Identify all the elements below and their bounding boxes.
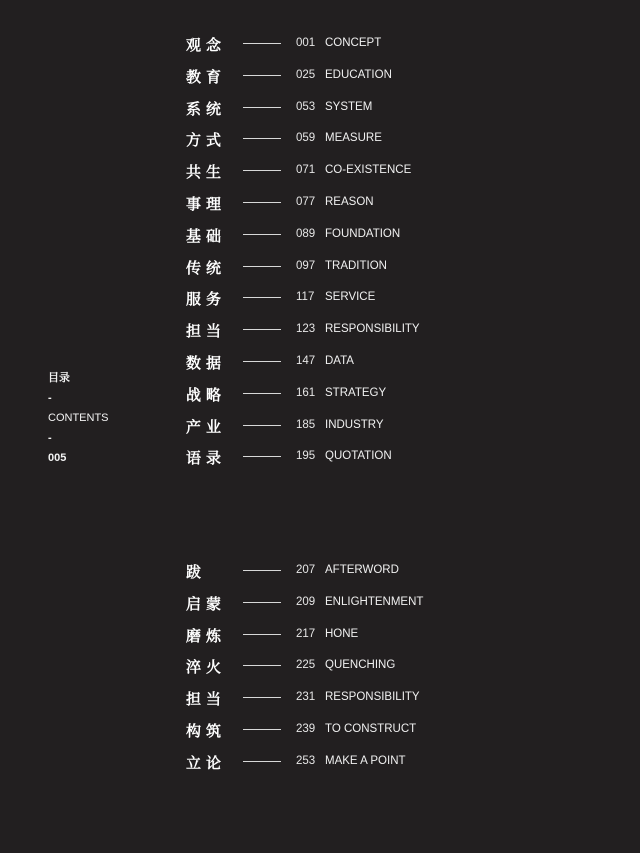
toc-entry[interactable] (186, 559, 399, 583)
toc-entry-page-number: 071 (296, 164, 316, 176)
toc-entry-english-title: REASON (325, 196, 374, 208)
toc-entry-page-number: 053 (296, 101, 316, 113)
toc-leader-line (243, 634, 281, 635)
toc-entry-chinese-title: 系统 (186, 99, 227, 118)
toc-leader-line (243, 393, 281, 394)
toc-entry-page-number: 253 (296, 755, 316, 767)
toc-entry-page-number: 089 (296, 228, 316, 240)
sidebar-dash: - (48, 432, 52, 444)
toc-leader-line (243, 329, 281, 330)
toc-leader-line (243, 138, 281, 139)
toc-entry[interactable] (186, 191, 374, 215)
toc-entry[interactable] (186, 286, 376, 310)
toc-entry[interactable] (186, 318, 420, 342)
sidebar-label: CONTENTS (48, 412, 109, 424)
toc-entry[interactable] (186, 159, 412, 183)
toc-entry-chinese-title: 教育 (186, 67, 227, 86)
toc-entry-chinese-title: 语录 (186, 448, 227, 467)
toc-entry-chinese-title: 磨炼 (186, 626, 227, 645)
toc-entry-page-number: 025 (296, 69, 316, 81)
toc-entry-chinese-title: 共生 (186, 162, 227, 181)
sidebar-title: 目录 (48, 371, 70, 384)
toc-entry-page-number: 117 (296, 291, 315, 303)
toc-leader-line (243, 425, 281, 426)
toc-entry[interactable] (186, 96, 373, 120)
toc-entry[interactable] (186, 127, 382, 151)
toc-entry-chinese-title: 启蒙 (186, 594, 227, 613)
toc-entry-page-number: 001 (296, 37, 316, 49)
toc-entry-page-number: 185 (296, 419, 316, 431)
toc-entry-english-title: INDUSTRY (325, 419, 384, 431)
toc-entry-english-title: MAKE A POINT (325, 755, 406, 767)
toc-leader-line (243, 43, 281, 44)
toc-entry[interactable] (186, 750, 406, 774)
toc-entry-english-title: TO CONSTRUCT (325, 723, 417, 735)
toc-leader-line (243, 729, 281, 730)
toc-entry[interactable] (186, 445, 392, 469)
toc-entry-chinese-title: 担当 (186, 321, 227, 340)
toc-entry-page-number: 239 (296, 723, 316, 735)
toc-entry-chinese-title: 传统 (186, 258, 227, 277)
toc-entry-chinese-title: 服务 (186, 289, 227, 308)
toc-entry-english-title: QUOTATION (325, 450, 392, 462)
toc-entry-page-number: 217 (296, 628, 316, 640)
toc-entry-page-number: 195 (296, 450, 316, 462)
toc-leader-line (243, 75, 281, 76)
toc-leader-line (243, 665, 281, 666)
toc-leader-line (243, 202, 281, 203)
toc-entry[interactable] (186, 350, 354, 374)
toc-entry-chinese-title: 淬火 (186, 657, 227, 676)
toc-entry-english-title: QUENCHING (325, 659, 396, 671)
sidebar-dash: - (48, 392, 52, 404)
toc-entry-english-title: STRATEGY (325, 387, 387, 399)
toc-leader-line (243, 234, 281, 235)
toc-entry-english-title: FOUNDATION (325, 228, 401, 240)
toc-leader-line (243, 297, 281, 298)
toc-entry-chinese-title: 构筑 (186, 721, 227, 740)
toc-entry-english-title: EDUCATION (325, 69, 392, 81)
toc-entry-english-title: RESPONSIBILITY (325, 691, 420, 703)
toc-entry[interactable] (186, 686, 420, 710)
toc-entry-english-title: DATA (325, 355, 354, 367)
toc-entry[interactable] (186, 255, 387, 279)
toc-leader-line (243, 456, 281, 457)
toc-entry-page-number: 077 (296, 196, 316, 208)
toc-entry-chinese-title: 观念 (186, 35, 227, 54)
toc-entry-page-number: 123 (296, 323, 316, 335)
toc-leader-line (243, 266, 281, 267)
toc-entry[interactable] (186, 32, 382, 56)
sidebar-page-number: 005 (48, 452, 67, 464)
toc-entry-page-number: 209 (296, 596, 316, 608)
toc-entry-page-number: 207 (296, 564, 316, 576)
contents-sidebar (48, 371, 109, 471)
toc-entry-page-number: 147 (296, 355, 316, 367)
toc-entry-page-number: 231 (296, 691, 316, 703)
toc-entry-chinese-title: 产业 (186, 417, 227, 436)
toc-entry-english-title: AFTERWORD (325, 564, 399, 576)
toc-entry[interactable] (186, 654, 396, 678)
toc-entry-chinese-title: 战略 (186, 385, 227, 404)
toc-entry-chinese-title: 方式 (186, 130, 227, 149)
toc-entry[interactable] (186, 591, 424, 615)
toc-entry-english-title: MEASURE (325, 132, 382, 144)
toc-entry-page-number: 097 (296, 260, 316, 272)
toc-leader-line (243, 107, 281, 108)
toc-entry-chinese-title: 立论 (186, 753, 227, 772)
toc-entry[interactable] (186, 64, 392, 88)
toc-entry-page-number: 225 (296, 659, 316, 671)
toc-entry[interactable] (186, 414, 384, 438)
toc-entry[interactable] (186, 223, 401, 247)
toc-entry-english-title: SYSTEM (325, 101, 373, 113)
toc-entry[interactable] (186, 382, 387, 406)
toc-entry-chinese-title: 跋 (186, 562, 207, 581)
toc-entry-english-title: CONCEPT (325, 37, 382, 49)
toc-entry-chinese-title: 担当 (186, 689, 227, 708)
toc-entry-page-number: 161 (296, 387, 316, 399)
toc-leader-line (243, 170, 281, 171)
toc-entry[interactable] (186, 623, 359, 647)
toc-entry-english-title: CO-EXISTENCE (325, 164, 412, 176)
toc-entry-chinese-title: 基础 (186, 226, 227, 245)
toc-entry-chinese-title: 事理 (186, 194, 227, 213)
toc-entry[interactable] (186, 718, 417, 742)
toc-leader-line (243, 361, 281, 362)
toc-entry-english-title: ENLIGHTENMENT (325, 596, 424, 608)
toc-entry-english-title: SERVICE (325, 291, 376, 303)
toc-leader-line (243, 697, 281, 698)
toc-leader-line (243, 602, 281, 603)
toc-entry-chinese-title: 数据 (186, 353, 227, 372)
toc-entry-english-title: HONE (325, 628, 359, 640)
toc-leader-line (243, 761, 281, 762)
toc-leader-line (243, 570, 281, 571)
toc-entry-english-title: TRADITION (325, 260, 387, 272)
toc-entry-page-number: 059 (296, 132, 316, 144)
toc-entry-english-title: RESPONSIBILITY (325, 323, 420, 335)
